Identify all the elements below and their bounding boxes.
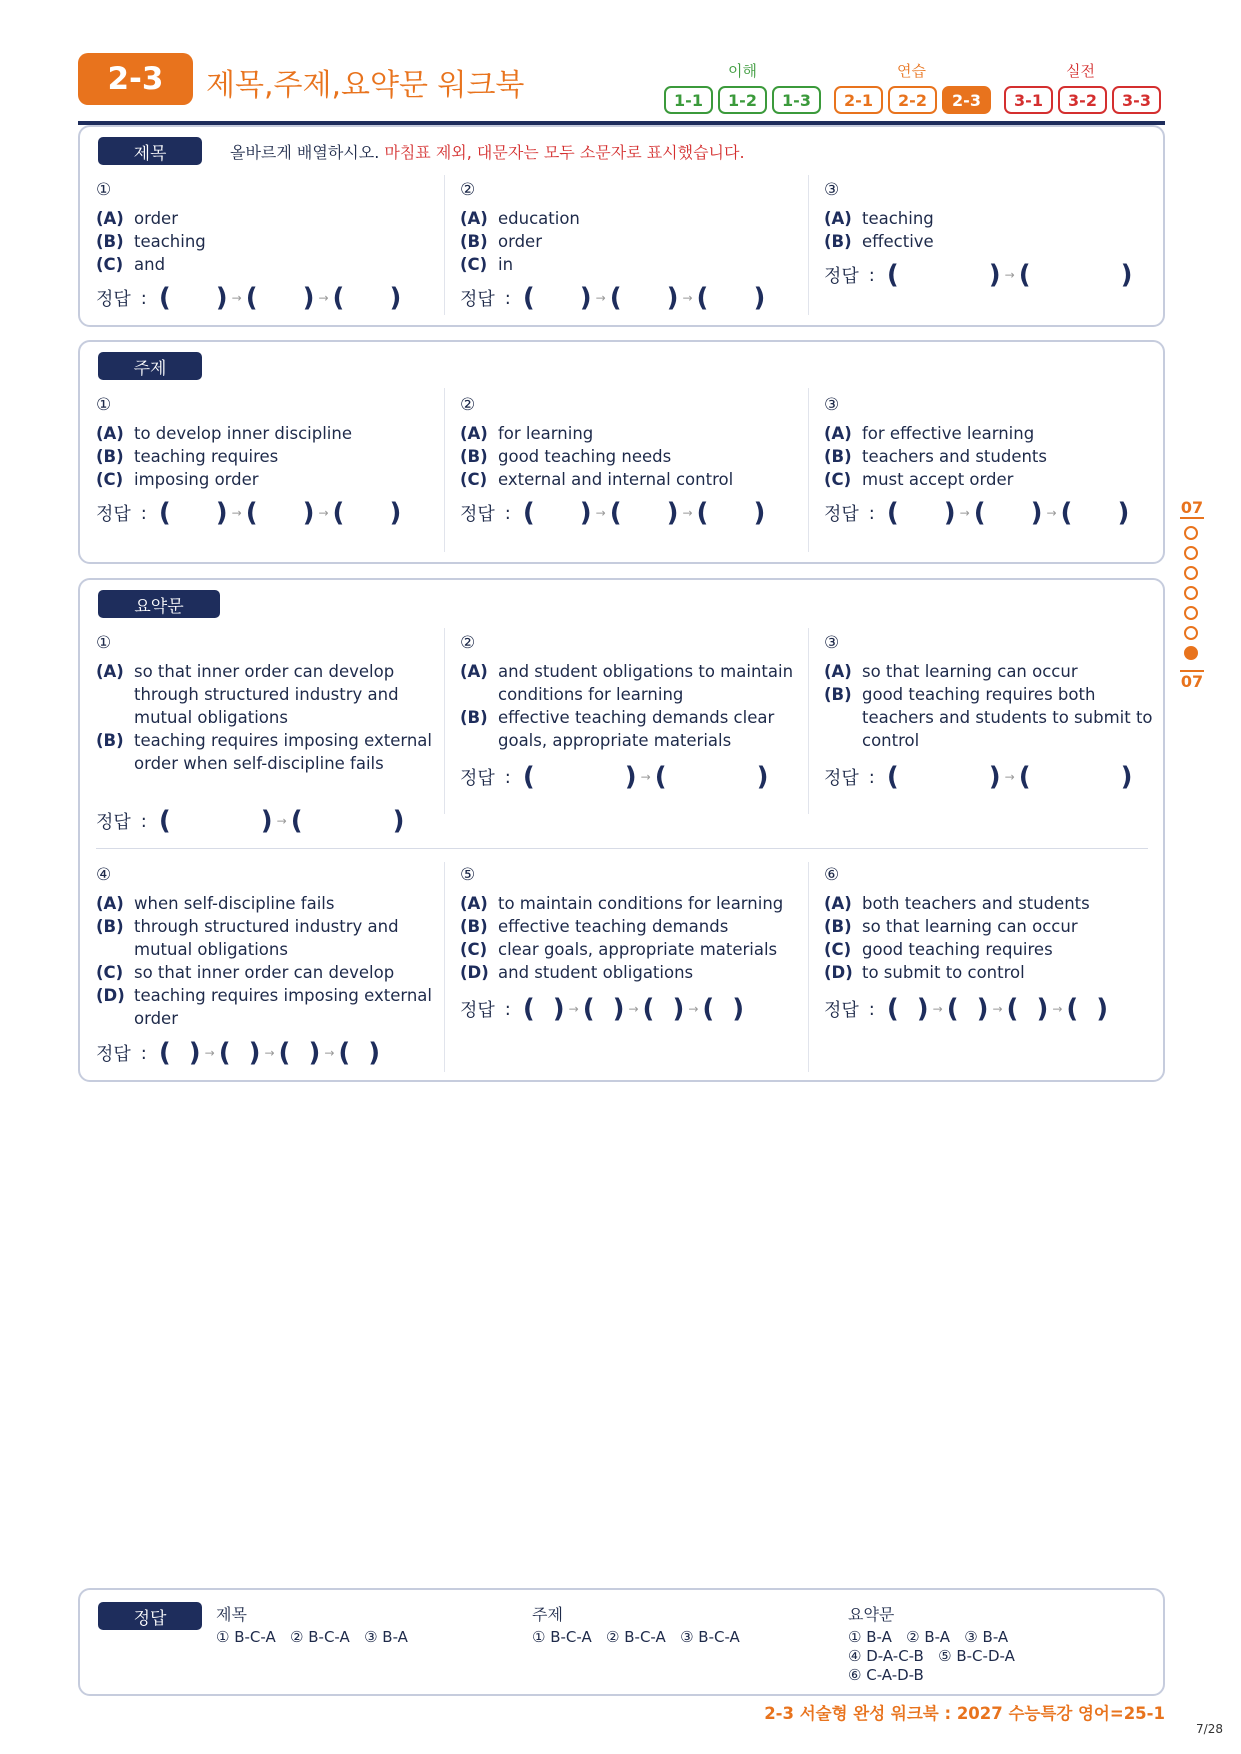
step-1-2[interactable]: 1-2 (718, 86, 767, 114)
option-item: (C) external and internal control (460, 470, 734, 489)
question-number: ① (96, 395, 112, 415)
page-number: 7/28 (1196, 1722, 1223, 1736)
side-nav-top: 07 (1180, 498, 1204, 517)
side-nav-dot[interactable] (1184, 526, 1198, 540)
option-item: (C) must accept order (824, 470, 1014, 489)
step-3-3[interactable]: 3-3 (1112, 86, 1161, 114)
answer-blank-2[interactable]: 정답 : ( ) → ( ) (824, 260, 1133, 290)
side-nav-dot[interactable] (1184, 546, 1198, 560)
column-divider (444, 175, 445, 315)
step-2-3[interactable]: 2-3 (942, 86, 991, 114)
answer-blank-2[interactable]: 정답 : ( ) → ( ) (460, 762, 769, 792)
answer-key-summary-line2: ④ D-A-C-B ⑤ B-C-D-A (848, 1647, 1015, 1665)
answer-blank-2[interactable]: 정답 : ( ) → ( ) (824, 762, 1133, 792)
section-pill-topic: 주제 (98, 352, 202, 380)
answer-blank-3[interactable]: 정답 : ( ) → ( ) → ( ) (96, 283, 402, 313)
summary-section (78, 578, 1165, 1082)
option-item: (A) to develop inner discipline (96, 424, 352, 443)
option-item: (D) and student obligations (460, 963, 694, 982)
column-divider (808, 628, 809, 814)
option-item: (A) both teachers and students (824, 894, 1090, 913)
footer-text: 2-3 서술형 완성 워크북 : 2027 수능특강 영어=25-1 (764, 1704, 1165, 1723)
option-item: (B) good teaching needs (460, 447, 672, 466)
option-item: (B) effective (824, 232, 934, 251)
question-number: ③ (824, 633, 840, 653)
option-item: (A) education (460, 209, 580, 228)
option-item: (B) teaching requires (96, 447, 279, 466)
instruction-note: 마침표 제외, 대문자는 모두 소문자로 표시했습니다. (384, 143, 745, 162)
option-item: (C) good teaching requires (824, 940, 1053, 959)
option-item: (A) when self-discipline fails (96, 894, 335, 913)
option-item: (B) good teaching requires both teachers and students to submit to control (824, 685, 1153, 750)
question-number: ② (460, 395, 476, 415)
answer-blank-3[interactable]: 정답 : ( ) → ( ) → ( ) (460, 283, 766, 313)
question-number: ④ (96, 865, 112, 885)
column-divider (444, 862, 445, 1072)
option-item: (B) effective teaching demands (460, 917, 729, 936)
column-divider (808, 388, 809, 552)
title-question-1 (96, 179, 436, 276)
step-3-2[interactable]: 3-2 (1058, 86, 1107, 114)
step-1-1[interactable]: 1-1 (664, 86, 713, 114)
step-1-3[interactable]: 1-3 (772, 86, 821, 114)
question-number: ① (96, 633, 112, 653)
option-item: (A) order (96, 209, 178, 228)
title-question-3 (824, 179, 1164, 253)
section-pill-summary: 요약문 (98, 590, 220, 618)
option-item: (B) effective teaching demands clear goals, appropriate materials (460, 708, 775, 750)
option-item: (D) teaching requires imposing external order (96, 986, 432, 1028)
summary-question-2 (460, 632, 800, 752)
answer-key-section (78, 1588, 1165, 1696)
question-number: ② (460, 633, 476, 653)
side-nav-dot[interactable] (1184, 566, 1198, 580)
answer-key-summary-heading: 요약문 (848, 1605, 895, 1624)
option-item: (A) teaching (824, 209, 934, 228)
answer-key-pill: 정답 (98, 1602, 202, 1630)
title-question-2 (460, 179, 800, 276)
page-title: 제목,주제,요약문 워크북 (206, 68, 525, 103)
title-section (78, 125, 1165, 327)
option-item: (A) for learning (460, 424, 594, 443)
topic-question-2 (460, 394, 800, 491)
option-item: (A) to maintain conditions for learning (460, 894, 784, 913)
option-item: (C) in (460, 255, 514, 274)
group-label-practice: 연습 (897, 62, 926, 80)
answer-blank-2[interactable]: 정답 : ( ) → ( ) (96, 806, 405, 836)
option-item: (B) teachers and students (824, 447, 1047, 466)
option-item: (A) so that learning can occur (824, 662, 1078, 681)
option-item: (C) so that inner order can develop (96, 963, 395, 982)
option-item: (C) imposing order (96, 470, 259, 489)
question-number: ③ (824, 395, 840, 415)
question-number: ⑥ (824, 865, 840, 885)
question-number: ① (96, 180, 112, 200)
row-divider (96, 848, 1148, 849)
option-item: (A) so that inner order can develop through structured industry and mutual obligations (96, 662, 399, 727)
instruction-plain: 올바르게 배열하시오. (230, 143, 380, 162)
summary-question-6 (824, 864, 1164, 984)
option-item: (B) order (460, 232, 542, 251)
step-2-2[interactable]: 2-2 (888, 86, 937, 114)
section-pill-title: 제목 (98, 137, 202, 165)
column-divider (444, 628, 445, 814)
topic-question-1 (96, 394, 436, 491)
side-nav-dot-active[interactable] (1184, 646, 1198, 660)
question-number: ⑤ (460, 865, 476, 885)
topic-question-3 (824, 394, 1164, 491)
option-item: (B) through structured industry and mutual obligations (96, 917, 399, 959)
group-label-understand: 이해 (728, 62, 757, 80)
column-divider (808, 862, 809, 1072)
side-nav-dot[interactable] (1184, 626, 1198, 640)
side-nav-bottom: 07 (1180, 672, 1204, 691)
option-item: (A) for effective learning (824, 424, 1035, 443)
answer-blank-3[interactable]: 정답 : ( ) → ( ) → ( ) (96, 498, 402, 528)
column-divider (808, 175, 809, 315)
option-item: (A) and student obligations to maintain conditions for learning (460, 662, 794, 704)
instruction (230, 140, 745, 163)
section-badge: 2-3 (78, 53, 193, 105)
summary-question-1 (96, 632, 436, 775)
topic-section (78, 340, 1165, 564)
step-2-1[interactable]: 2-1 (834, 86, 883, 114)
answer-key-summary-line3: ⑥ C-A-D-B (848, 1666, 924, 1684)
answer-blank-4[interactable]: 정답 : ( ) → ( ) → ( ) → ( ) (824, 994, 1109, 1024)
side-nav-dot[interactable] (1184, 606, 1198, 620)
answer-blank-3[interactable]: 정답 : ( ) → ( ) → ( ) (460, 498, 766, 528)
option-item: (B) teaching (96, 232, 206, 251)
answer-key-topic-values: ① B-C-A ② B-C-A ③ B-C-A (532, 1628, 740, 1646)
summary-question-4 (96, 864, 436, 1030)
answer-key-title-heading: 제목 (216, 1605, 247, 1624)
column-divider (444, 388, 445, 552)
answer-key-summary-line1: ① B-A ② B-A ③ B-A (848, 1628, 1009, 1646)
summary-question-3 (824, 632, 1164, 752)
answer-blank-4[interactable]: 정답 : ( ) → ( ) → ( ) → ( ) (96, 1038, 381, 1068)
step-3-1[interactable]: 3-1 (1004, 86, 1053, 114)
question-number: ② (460, 180, 476, 200)
side-nav-dot[interactable] (1184, 586, 1198, 600)
answer-blank-4[interactable]: 정답 : ( ) → ( ) → ( ) → ( ) (460, 994, 745, 1024)
option-item: (B) teaching requires imposing external order when self-discipline fails (96, 731, 432, 773)
question-number: ③ (824, 180, 840, 200)
answer-key-title-values: ① B-C-A ② B-C-A ③ B-A (216, 1628, 408, 1646)
option-item: (C) and (96, 255, 166, 274)
option-item: (D) to submit to control (824, 963, 1025, 982)
group-label-real: 실전 (1066, 62, 1095, 80)
answer-key-topic-heading: 주제 (532, 1605, 563, 1624)
summary-question-5 (460, 864, 800, 984)
answer-blank-3[interactable]: 정답 : ( ) → ( ) → ( ) (824, 498, 1130, 528)
option-item: (B) so that learning can occur (824, 917, 1078, 936)
option-item: (C) clear goals, appropriate materials (460, 940, 778, 959)
